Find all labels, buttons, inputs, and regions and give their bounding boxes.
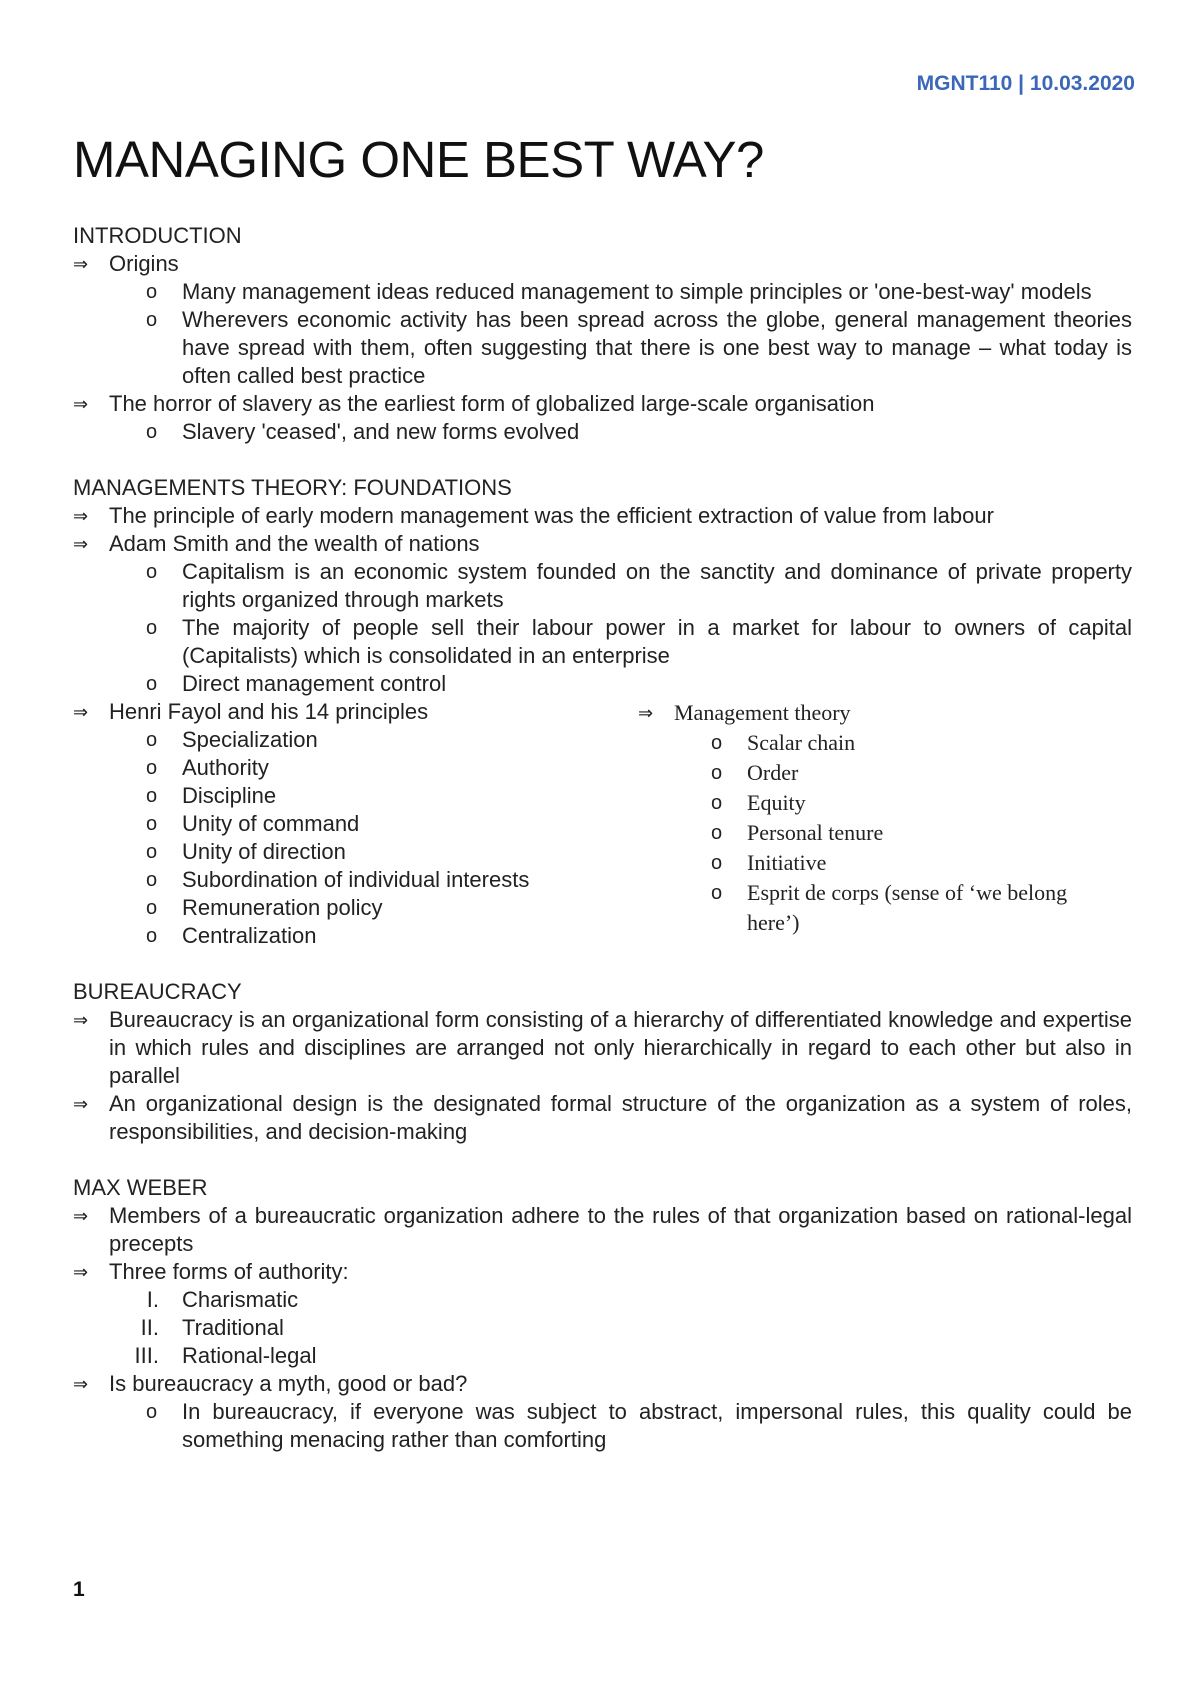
list-item: ⇒ Management theory <box>638 698 1118 728</box>
page-title: MANAGING ONE BEST WAY? <box>73 131 764 188</box>
list-item: o Direct management control <box>146 671 447 696</box>
arrow-icon: ⇒ <box>73 506 89 526</box>
list-item: o In bureaucracy, if everyone was subject to abstract, impersonal rules, this quality could be something menacing rather than comforting <box>146 1399 1132 1452</box>
list-item: o Discipline <box>146 783 277 808</box>
section-heading: BUREAUCRACY <box>73 979 242 1004</box>
list-item: o Slavery 'ceased', and new forms evolved <box>146 419 580 444</box>
section-max-weber <box>73 1174 1132 1454</box>
document-body <box>73 222 1132 1482</box>
list-number: I. <box>146 1287 159 1312</box>
section-foundations <box>73 474 1132 950</box>
bullet-icon: o <box>711 852 723 874</box>
list-item: o Authority <box>146 755 269 780</box>
section-heading: MAX WEBER <box>73 1175 208 1200</box>
list-item: ⇒ Is bureaucracy a myth, good or bad? <box>73 1371 468 1396</box>
section-introduction <box>73 222 1132 446</box>
list-item: o Centralization <box>146 923 317 948</box>
list-item: ⇒ Members of a bureaucratic organization adhere to the rules of that organization based on rational-legal precepts <box>73 1203 1132 1256</box>
management-theory-column <box>638 698 1118 935</box>
list-item: ⇒ The horror of slavery as the earliest form of globalized large-scale organisation <box>73 391 875 416</box>
list-item: I. Charismatic <box>73 1286 1132 1314</box>
list-item: o Specialization <box>146 727 318 752</box>
document-header: MGNT110 | 10.03.2020 <box>916 72 1135 95</box>
arrow-icon: ⇒ <box>73 1010 89 1030</box>
bullet-icon: o <box>146 673 158 695</box>
bullet-icon: o <box>711 732 723 754</box>
bullet-icon: o <box>711 882 723 904</box>
bullet-icon: o <box>146 729 158 751</box>
bullet-icon: o <box>146 421 158 443</box>
bullet-icon: o <box>711 822 723 844</box>
arrow-icon: ⇒ <box>73 534 89 554</box>
list-item: o Capitalism is an economic system founded on the sanctity and dominance of private property rights organized through markets <box>146 559 1132 612</box>
bullet-icon: o <box>146 813 158 835</box>
list-item: o Wherevers economic activity has been spread across the globe, general management theories have spread with them, often suggesting that there is one best way to manage – what today is often called best practice <box>146 307 1132 388</box>
list-item: ⇒ Bureaucracy is an organizational form consisting of a hierarchy of differentiated knowledge and expertise in which rules and disciplines are arranged not only hierarchically in regard to each other but also in parallel <box>73 1007 1132 1088</box>
bullet-icon: o <box>146 309 158 331</box>
list-item: o Order <box>638 758 1118 788</box>
section-heading: INTRODUCTION <box>73 223 242 248</box>
bullet-icon: o <box>146 925 158 947</box>
list-item: o Remuneration policy <box>146 895 383 920</box>
list-item: o Many management ideas reduced management to simple principles or 'one-best-way' models <box>146 279 1092 304</box>
bullet-icon: o <box>146 561 158 583</box>
list-item: o Equity <box>638 788 1118 818</box>
list-item: o Esprit de corps (sense of ‘we belong here’) <box>711 880 1068 935</box>
arrow-icon: ⇒ <box>73 1262 89 1282</box>
bullet-icon: o <box>146 281 158 303</box>
list-item: ⇒ Three forms of authority: <box>73 1259 349 1284</box>
bullet-icon: o <box>146 617 158 639</box>
arrow-icon: ⇒ <box>73 702 89 722</box>
list-number: II. <box>140 1315 159 1340</box>
list-item: o Scalar chain <box>638 728 1118 758</box>
section-heading: MANAGEMENTS THEORY: FOUNDATIONS <box>73 475 512 500</box>
list-item: ⇒ An organizational design is the designated formal structure of the organization as a system of roles, responsibilities, and decision-making <box>73 1091 1132 1144</box>
arrow-icon: ⇒ <box>73 254 89 274</box>
bullet-icon: o <box>146 1401 158 1423</box>
arrow-icon: ⇒ <box>73 1094 89 1114</box>
arrow-icon: ⇒ <box>73 394 89 414</box>
list-item: III. Rational-legal <box>73 1342 1132 1370</box>
bullet-icon: o <box>711 792 723 814</box>
list-item: ⇒ Adam Smith and the wealth of nations <box>73 531 480 556</box>
list-item: o Unity of direction <box>146 839 346 864</box>
section-bureaucracy <box>73 978 1132 1146</box>
list-item: ⇒ The principle of early modern management was the efficient extraction of value from labour <box>73 503 994 528</box>
list-item: o Personal tenure <box>638 818 1118 848</box>
two-column-block <box>73 698 1132 950</box>
list-item: o Unity of command <box>146 811 360 836</box>
bullet-icon: o <box>711 762 723 784</box>
arrow-icon: ⇒ <box>73 1206 89 1226</box>
list-item: ⇒ Henri Fayol and his 14 principles <box>73 699 429 724</box>
bullet-icon: o <box>146 841 158 863</box>
list-item: ⇒ Origins <box>73 251 179 276</box>
list-item: II. Traditional <box>73 1314 1132 1342</box>
bullet-icon: o <box>146 897 158 919</box>
arrow-icon: ⇒ <box>73 1374 89 1394</box>
list-item: o The majority of people sell their labour power in a market for labour to owners of capital (Capitalists) which is consolidated in an enterprise <box>146 615 1132 668</box>
bullet-icon: o <box>146 785 158 807</box>
list-number: III. <box>134 1343 159 1368</box>
arrow-icon: ⇒ <box>638 703 654 723</box>
bullet-icon: o <box>146 757 158 779</box>
list-item: o Initiative <box>638 848 1118 878</box>
page-number: 1 <box>73 1578 85 1601</box>
bullet-icon: o <box>146 869 158 891</box>
list-item: o Subordination of individual interests <box>146 867 530 892</box>
